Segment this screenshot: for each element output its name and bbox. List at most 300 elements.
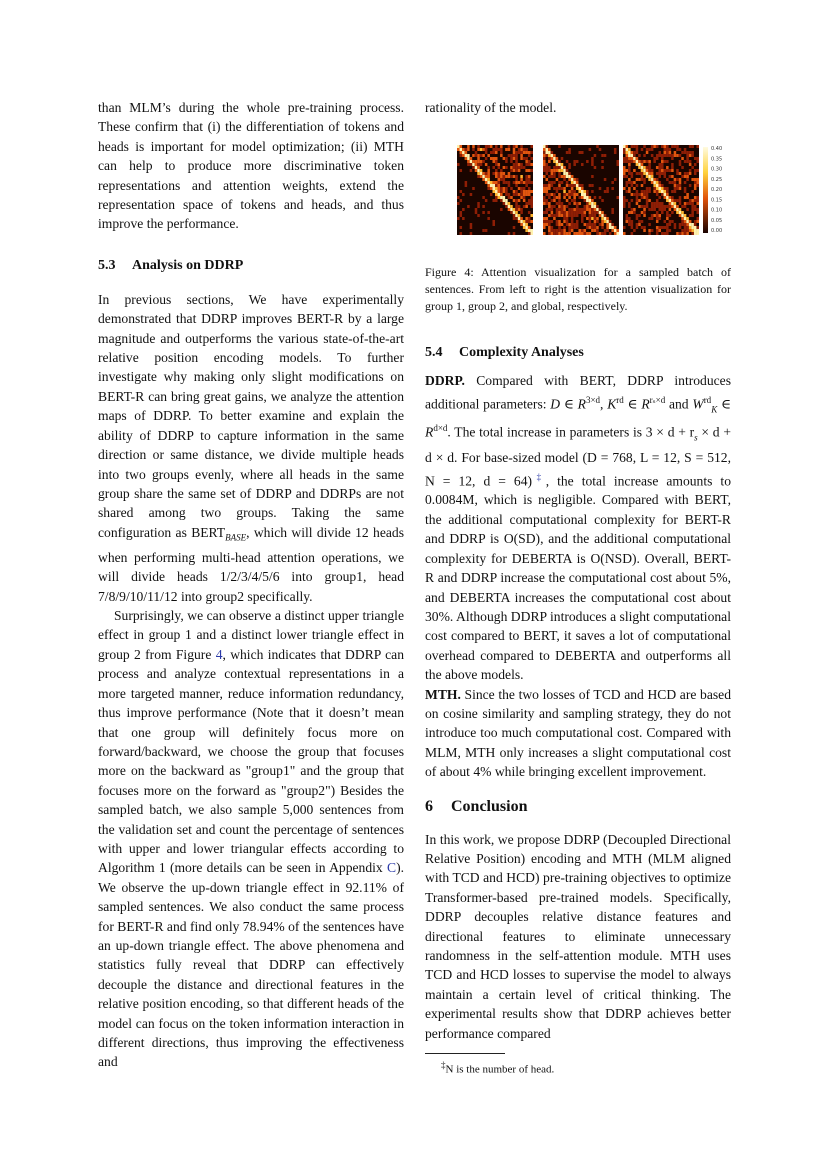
- heatmap-cell: [566, 193, 569, 196]
- heatmap-cell: [689, 220, 692, 223]
- heatmap-cell: [495, 169, 498, 172]
- heatmap-cell: [500, 178, 503, 181]
- heatmap-cell: [638, 223, 641, 226]
- heatmap-cell: [664, 145, 667, 148]
- heatmap-cell: [460, 151, 463, 154]
- heatmap-cell: [546, 178, 549, 181]
- heatmap-cell: [591, 184, 594, 187]
- heatmap-cell: [696, 184, 699, 187]
- heatmap-cell: [568, 190, 571, 193]
- heatmap-cell: [543, 160, 546, 163]
- paragraph-observation: [98, 606, 404, 1072]
- heatmap-cell: [520, 217, 523, 220]
- heatmap-cell: [669, 199, 672, 202]
- heatmap-cell: [599, 187, 602, 190]
- heatmap-cell: [518, 199, 521, 202]
- heatmap-cell: [467, 157, 470, 160]
- heatmap-cell: [671, 145, 674, 148]
- heatmap-cell: [694, 205, 697, 208]
- heatmap-cell: [487, 187, 490, 190]
- heatmap-cell: [691, 214, 694, 217]
- colorbar-tick-label: 0.40: [711, 146, 723, 153]
- heatmap-cell: [566, 184, 569, 187]
- heatmap-cell: [689, 169, 692, 172]
- heatmap-cell: [586, 196, 589, 199]
- heatmap-cell: [472, 148, 475, 151]
- heatmap-cell: [578, 229, 581, 232]
- heatmap-cell: [664, 148, 667, 151]
- heatmap-cell: [528, 202, 531, 205]
- heatmap-cell: [633, 193, 636, 196]
- heatmap-cell: [658, 208, 661, 211]
- heatmap-cell: [633, 208, 636, 211]
- heatmap-cell: [691, 154, 694, 157]
- heatmap-cell: [568, 178, 571, 181]
- heatmap-cell: [500, 199, 503, 202]
- appendix-link[interactable]: C: [386, 860, 397, 876]
- heatmap-cell: [571, 199, 574, 202]
- heatmap-cell: [566, 211, 569, 214]
- heatmap-cell: [628, 187, 631, 190]
- heatmap-cell: [470, 163, 473, 166]
- heatmap-cell: [594, 217, 597, 220]
- heatmap-cell: [558, 145, 561, 148]
- heatmap-cell: [671, 154, 674, 157]
- heatmap-cell: [515, 178, 518, 181]
- heatmap-cell: [505, 202, 508, 205]
- heatmap-cell: [482, 211, 485, 214]
- heatmap-cell: [658, 175, 661, 178]
- heatmap-cell: [525, 157, 528, 160]
- heatmap-cell: [601, 199, 604, 202]
- heatmap-cell: [643, 178, 646, 181]
- heatmap-cell: [505, 181, 508, 184]
- heatmap-cell: [604, 217, 607, 220]
- heatmap-cell: [518, 214, 521, 217]
- heatmap-cell: [515, 154, 518, 157]
- heatmap-cell: [666, 148, 669, 151]
- heatmap-cell: [651, 145, 654, 148]
- heatmap-cell: [556, 196, 559, 199]
- heatmap-cell: [482, 172, 485, 175]
- heatmap-cell: [641, 169, 644, 172]
- colorbar-tick-label: 0.00: [711, 228, 723, 235]
- heatmap-cell: [643, 214, 646, 217]
- heatmap-cell: [503, 199, 506, 202]
- heatmap-cell: [594, 220, 597, 223]
- heatmap-cell: [691, 208, 694, 211]
- heatmap-cell: [661, 163, 664, 166]
- heatmap-cell: [666, 205, 669, 208]
- footnote: [425, 1058, 731, 1077]
- heatmap-cell: [492, 181, 495, 184]
- heatmap-cell: [500, 196, 503, 199]
- heatmap-cell: [503, 175, 506, 178]
- heatmap-cell: [661, 160, 664, 163]
- footnote-rule: [425, 1053, 505, 1054]
- heatmap-cell: [495, 187, 498, 190]
- heatmap-cell: [480, 160, 483, 163]
- heatmap-cell: [553, 205, 556, 208]
- heatmap-cell: [558, 214, 561, 217]
- heatmap-cell: [691, 232, 694, 235]
- heatmap-cell: [676, 232, 679, 235]
- heatmap-cell: [558, 226, 561, 229]
- heatmap-cell: [641, 163, 644, 166]
- heatmap-cell: [498, 181, 501, 184]
- heatmap-cell: [599, 232, 602, 235]
- heatmap-cell: [457, 163, 460, 166]
- heatmap-cell: [498, 187, 501, 190]
- heatmap-cell: [482, 196, 485, 199]
- heatmap-cell: [571, 208, 574, 211]
- heatmap-cell: [553, 172, 556, 175]
- heatmap-cell: [477, 166, 480, 169]
- heatmap-cell: [513, 181, 516, 184]
- heatmap-cell: [633, 229, 636, 232]
- heatmap-cell: [646, 193, 649, 196]
- heatmap-cell: [566, 175, 569, 178]
- heatmap-cell: [581, 232, 584, 235]
- heatmap-cell: [589, 217, 592, 220]
- heatmap-cell: [586, 217, 589, 220]
- heatmap-cell: [528, 226, 531, 229]
- heatmap-cell: [548, 208, 551, 211]
- section-heading-5-3: [98, 256, 404, 276]
- heatmap-cell: [508, 175, 511, 178]
- heatmap-cell: [694, 226, 697, 229]
- heatmap-cell: [633, 181, 636, 184]
- heatmap-cell: [681, 217, 684, 220]
- heatmap-cell: [543, 145, 546, 148]
- heatmap-cell: [576, 202, 579, 205]
- heatmap-cell: [558, 181, 561, 184]
- heatmap-cell: [520, 154, 523, 157]
- heatmap-cell: [651, 202, 654, 205]
- heatmap-cell: [596, 232, 599, 235]
- heatmap-cell: [520, 208, 523, 211]
- heatmap-cell: [631, 181, 634, 184]
- heatmap-cell: [556, 229, 559, 232]
- heatmap-cell: [515, 145, 518, 148]
- heatmap-cell: [556, 232, 559, 235]
- heatmap-cell: [495, 181, 498, 184]
- heatmap-cell: [561, 175, 564, 178]
- heatmap-cell: [626, 154, 629, 157]
- heatmap-cell: [508, 202, 511, 205]
- heatmap-cell: [505, 157, 508, 160]
- heatmap-cell: [492, 223, 495, 226]
- heatmap-cell: [556, 160, 559, 163]
- heatmap-cell: [599, 196, 602, 199]
- heatmap-cell: [653, 178, 656, 181]
- math-sup: rd: [616, 394, 624, 405]
- heatmap-cell: [515, 193, 518, 196]
- heatmap-cell: [561, 208, 564, 211]
- heatmap-cell: [556, 214, 559, 217]
- heatmap-cell: [633, 157, 636, 160]
- heatmap-cell: [636, 202, 639, 205]
- heatmap-cell: [551, 232, 554, 235]
- heatmap-cell: [589, 208, 592, 211]
- heatmap-cell: [599, 208, 602, 211]
- heatmap-cell: [684, 148, 687, 151]
- heatmap-cell: [546, 211, 549, 214]
- heatmap-cell: [606, 220, 609, 223]
- heatmap-cell: [604, 190, 607, 193]
- heatmap-cell: [513, 232, 516, 235]
- heatmap-cell: [658, 226, 661, 229]
- heatmap-cell: [604, 214, 607, 217]
- heatmap-cell: [543, 154, 546, 157]
- heatmap-cell: [573, 163, 576, 166]
- heatmap-cell: [643, 154, 646, 157]
- heatmap-cell: [578, 184, 581, 187]
- heatmap-cell: [694, 220, 697, 223]
- heatmap-cell: [666, 145, 669, 148]
- heatmap-cell: [623, 169, 626, 172]
- heatmap-cell: [689, 229, 692, 232]
- heatmap-cell: [641, 205, 644, 208]
- heatmap-cell: [664, 193, 667, 196]
- heatmap-cell: [636, 199, 639, 202]
- text-run: In previous sections, We have experimentally demonstrated that DDRP improves BERT-R by a large magnitude and outperforms the various state-of-the-art relative position encoding models. To further investigate why making only slight modifications on BERT-R can bring great gains, we analyze the attention maps of DDRP. To better examine and explain the ability of DDRP to capture information in the same direction or same distance, we divide multiple heads into two groups evenly, where all heads in the same group share the same set of DDRP and DDRPs are not shared among two groups. Taking the same configuration as BERT: [98, 291, 404, 540]
- heatmap-cell: [584, 199, 587, 202]
- heatmap-cell: [669, 181, 672, 184]
- heatmap-cell: [676, 199, 679, 202]
- heatmap-cell: [578, 208, 581, 211]
- heatmap-cell: [500, 190, 503, 193]
- heatmap-cell: [578, 196, 581, 199]
- heatmap-cell: [676, 211, 679, 214]
- heatmap-cell: [518, 163, 521, 166]
- heatmap-cell: [666, 193, 669, 196]
- heatmap-cell: [553, 214, 556, 217]
- heatmap-cell: [581, 208, 584, 211]
- heatmap-cell: [676, 145, 679, 148]
- heatmap-cell: [628, 202, 631, 205]
- heatmap-cell: [666, 151, 669, 154]
- heatmap-cell: [467, 160, 470, 163]
- heatmap-cell: [656, 157, 659, 160]
- heatmap-cell: [485, 175, 488, 178]
- heatmap-cell: [563, 232, 566, 235]
- heatmap-cell: [679, 181, 682, 184]
- heatmap-cell: [681, 232, 684, 235]
- heatmap-cell: [679, 223, 682, 226]
- heatmap-cell: [558, 220, 561, 223]
- heatmap-cell: [696, 145, 699, 148]
- heatmap-cell: [487, 211, 490, 214]
- heatmap-cell: [691, 223, 694, 226]
- heatmap-cell: [636, 223, 639, 226]
- heatmap-cell: [495, 184, 498, 187]
- heatmap-cell: [568, 151, 571, 154]
- heatmap-cell: [653, 181, 656, 184]
- heatmap-cell: [553, 169, 556, 172]
- heatmap-cell: [651, 181, 654, 184]
- heatmap-cell: [641, 166, 644, 169]
- heatmap-cell: [676, 178, 679, 181]
- heatmap-cell: [666, 214, 669, 217]
- text-run: , which will divide 12 heads when performing multi-head attention operations, we will divide heads 1/2/3/4/5/6 into group1, head 7/8/9/10/11/12 into group2 specifically.: [98, 524, 404, 604]
- heatmap-cell: [664, 175, 667, 178]
- heatmap-cell: [576, 184, 579, 187]
- heatmap-cell: [656, 226, 659, 229]
- heatmap-cell: [686, 151, 689, 154]
- heatmap-cell: [573, 199, 576, 202]
- heatmap-cell: [689, 151, 692, 154]
- heatmap-cell: [571, 211, 574, 214]
- heatmap-cell: [584, 211, 587, 214]
- heatmap-cell: [664, 190, 667, 193]
- heatmap-cell: [467, 205, 470, 208]
- heatmap-cell: [513, 169, 516, 172]
- figure-link[interactable]: 4: [215, 646, 223, 662]
- heatmap-cell: [694, 172, 697, 175]
- heatmap-cell: [646, 205, 649, 208]
- heatmap-cell: [656, 199, 659, 202]
- heatmap-cell: [573, 196, 576, 199]
- heatmap-cell: [596, 226, 599, 229]
- heatmap-cell: [495, 199, 498, 202]
- heatmap-cell: [684, 232, 687, 235]
- heatmap-cell: [609, 223, 612, 226]
- heatmap-cell: [551, 172, 554, 175]
- heatmap-cell: [606, 187, 609, 190]
- heatmap-cell: [686, 223, 689, 226]
- heatmap-cell: [694, 196, 697, 199]
- heatmap-cell: [664, 226, 667, 229]
- heatmap-cell: [658, 166, 661, 169]
- heatmap-cell: [523, 187, 526, 190]
- heatmap-cell: [530, 181, 533, 184]
- heatmap-cell: [646, 190, 649, 193]
- heatmap-cell: [551, 199, 554, 202]
- heatmap-cell: [503, 178, 506, 181]
- heatmap-cell: [566, 151, 569, 154]
- heatmap-cell: [658, 169, 661, 172]
- heatmap-cell: [591, 208, 594, 211]
- heatmap-cell: [508, 196, 511, 199]
- heatmap-cell: [515, 190, 518, 193]
- heatmap-cell: [548, 196, 551, 199]
- footnote-link[interactable]: ‡: [532, 471, 546, 482]
- heatmap-cell: [568, 184, 571, 187]
- heatmap-cell: [465, 151, 468, 154]
- heatmap-cell: [457, 202, 460, 205]
- text-run: . The total increase in parameters is 3 × d + r: [447, 425, 695, 440]
- heatmap-cell: [646, 196, 649, 199]
- heatmap-cell: [460, 148, 463, 151]
- heatmap-cell: [684, 190, 687, 193]
- heatmap-cell: [460, 199, 463, 202]
- heatmap-cell: [586, 190, 589, 193]
- heatmap-cell: [500, 148, 503, 151]
- heatmap-cell: [472, 163, 475, 166]
- heatmap-cell: [513, 148, 516, 151]
- heatmap-cell: [671, 205, 674, 208]
- heatmap-cell: [658, 205, 661, 208]
- heatmap-cell: [528, 175, 531, 178]
- heatmap-cell: [643, 169, 646, 172]
- heatmap-cell: [462, 148, 465, 151]
- section-title: Complexity Analyses: [459, 345, 584, 361]
- heatmap-cell: [561, 223, 564, 226]
- heatmap-cell: [631, 193, 634, 196]
- heatmap-cell: [487, 169, 490, 172]
- heatmap-cell: [543, 169, 546, 172]
- heatmap-cell: [601, 211, 604, 214]
- heatmap-cell: [528, 181, 531, 184]
- heatmap-cell: [546, 223, 549, 226]
- heatmap-cell: [628, 148, 631, 151]
- heatmap-cell: [543, 220, 546, 223]
- heatmap-cell: [576, 214, 579, 217]
- heatmap-cell: [641, 184, 644, 187]
- heatmap-cell: [671, 190, 674, 193]
- heatmap-cell: [686, 232, 689, 235]
- heatmap-cell: [472, 160, 475, 163]
- heatmap-cell: [651, 178, 654, 181]
- heatmap-cell: [686, 220, 689, 223]
- footnote-mark: ‡: [441, 1060, 446, 1071]
- heatmap-cell: [591, 214, 594, 217]
- heatmap-cell: [631, 175, 634, 178]
- heatmap-cell: [515, 181, 518, 184]
- heatmap-cell: [643, 211, 646, 214]
- heatmap-cell: [573, 181, 576, 184]
- heatmap-cell: [523, 205, 526, 208]
- heatmap-cell: [573, 190, 576, 193]
- math-run: D ∈ R: [550, 396, 586, 412]
- heatmap-cell: [495, 145, 498, 148]
- heatmap-cell: [594, 223, 597, 226]
- heatmap-cell: [513, 217, 516, 220]
- heatmap-cell: [548, 205, 551, 208]
- heatmap-cell: [661, 172, 664, 175]
- heatmap-cell: [477, 145, 480, 148]
- heatmap-cell: [525, 184, 528, 187]
- heatmap-cell: [518, 217, 521, 220]
- heatmap-cell: [553, 187, 556, 190]
- heatmap-cell: [666, 232, 669, 235]
- heatmap-cell: [641, 178, 644, 181]
- heatmap-cell: [611, 181, 614, 184]
- heatmap-cell: [576, 160, 579, 163]
- heatmap-cell: [584, 190, 587, 193]
- heatmap-cell: [515, 211, 518, 214]
- heatmap-cell: [492, 148, 495, 151]
- heatmap-cell: [490, 157, 493, 160]
- heatmap-cell: [696, 178, 699, 181]
- heatmap-cell: [508, 205, 511, 208]
- heatmap-cell: [551, 157, 554, 160]
- heatmap-cell: [604, 154, 607, 157]
- heatmap-cell: [606, 226, 609, 229]
- heatmap-cell: [556, 178, 559, 181]
- heatmap-cell: [628, 217, 631, 220]
- heatmap-cell: [669, 229, 672, 232]
- heatmap-cell: [636, 148, 639, 151]
- heatmap-cell: [498, 190, 501, 193]
- heatmap-cell: [563, 229, 566, 232]
- heatmap-cell: [563, 172, 566, 175]
- heatmap-cell: [518, 193, 521, 196]
- heatmap-cell: [571, 217, 574, 220]
- heatmap-cell: [485, 163, 488, 166]
- heatmap-cell: [556, 208, 559, 211]
